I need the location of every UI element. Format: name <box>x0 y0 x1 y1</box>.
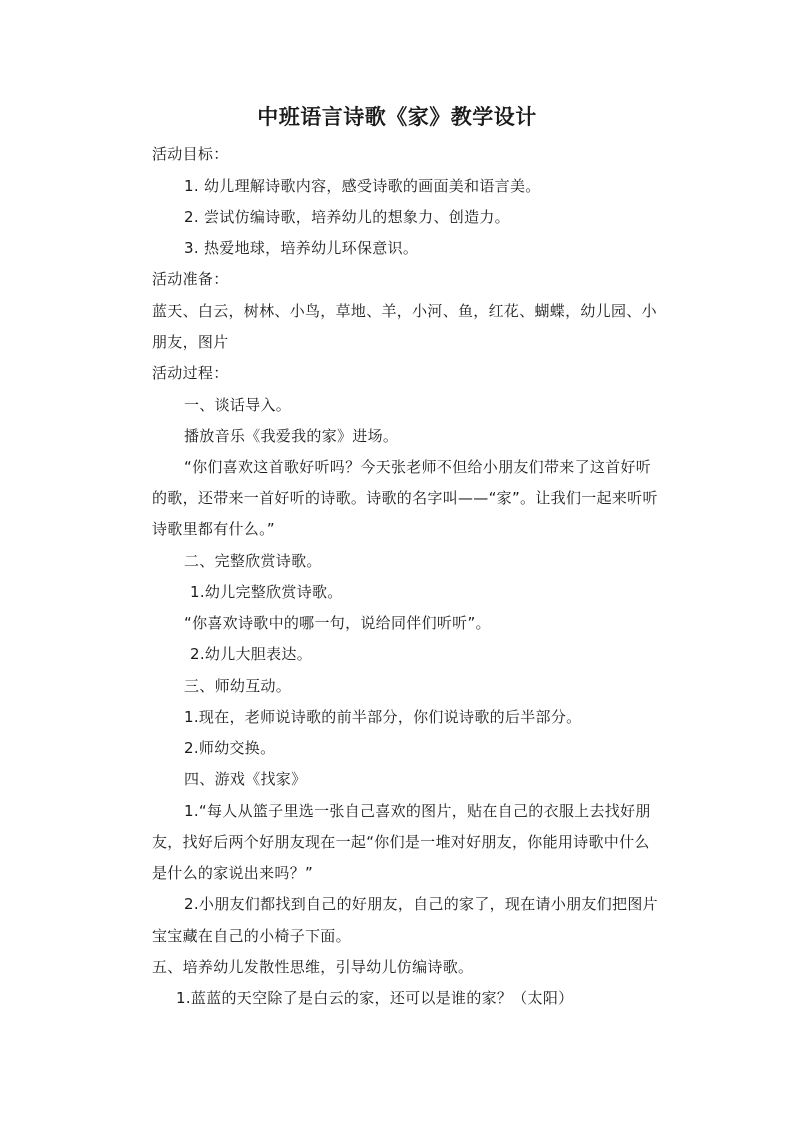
preparation-text-line-2: 朋友，图片 <box>152 333 229 351</box>
paragraph-line: 诗歌里都有什么。” <box>152 520 275 538</box>
step-heading-4: 四、游戏《找家》 <box>184 770 307 788</box>
paragraph-line: 1.幼儿完整欣赏诗歌。 <box>190 583 343 601</box>
paragraph-line: 2.幼儿大胆表达。 <box>190 645 313 663</box>
paragraph-line: 的歌，还带来一首好听的诗歌。诗歌的名字叫——“家”。让我们一起来听听 <box>152 489 658 507</box>
paragraph-line: 2.师幼交换。 <box>184 739 276 757</box>
paragraph-line: “你喜欢诗歌中的哪一句，说给同伴们听听”。 <box>184 614 491 632</box>
paragraph-line: 1.蓝蓝的天空除了是白云的家，还可以是谁的家？（太阳） <box>176 989 574 1007</box>
paragraph-line: 播放音乐《我爱我的家》进场。 <box>184 427 399 445</box>
step-heading-2: 二、完整欣赏诗歌。 <box>184 552 322 570</box>
preparation-text-line-1: 蓝天、白云，树林、小鸟，草地、羊，小河、鱼，红花、蝴蝶，幼儿园、小 <box>152 302 657 320</box>
document-title: 中班语言诗歌《家》教学设计 <box>257 104 537 129</box>
paragraph-line: 宝宝藏在自己的小椅子下面。 <box>152 927 351 945</box>
objective-item-2: 2. 尝试仿编诗歌，培养幼儿的想象力、创造力。 <box>184 208 510 226</box>
section-heading-process: 活动过程： <box>152 364 229 382</box>
paragraph-line: “你们喜欢这首歌好听吗？今天张老师不但给小朋友们带来了这首好听 <box>184 458 652 476</box>
paragraph-line: 2.小朋友们都找到自己的好朋友，自己的家了，现在请小朋友们把图片 <box>184 895 658 913</box>
section-heading-objectives: 活动目标： <box>152 145 229 163</box>
step-heading-5: 五、培养幼儿发散性思维，引导幼儿仿编诗歌。 <box>152 958 474 976</box>
step-heading-1: 一、谈话导入。 <box>184 396 292 414</box>
paragraph-line: 1.“每人从篮子里选一张自己喜欢的图片，贴在自己的衣服上去找好朋 <box>184 802 651 820</box>
section-heading-preparation: 活动准备： <box>152 270 229 288</box>
step-heading-3: 三、师幼互动。 <box>184 677 292 695</box>
paragraph-line: 是什么的家说出来吗？” <box>152 864 314 882</box>
objective-item-3: 3. 热爱地球，培养幼儿环保意识。 <box>184 239 419 257</box>
paragraph-line: 友，找好后两个好朋友现在一起“你们是一堆对好朋友，你能用诗歌中什么 <box>152 833 650 851</box>
objective-item-1: 1. 幼儿理解诗歌内容，感受诗歌的画面美和语言美。 <box>184 177 541 195</box>
paragraph-line: 1.现在，老师说诗歌的前半部分，你们说诗歌的后半部分。 <box>184 708 582 726</box>
